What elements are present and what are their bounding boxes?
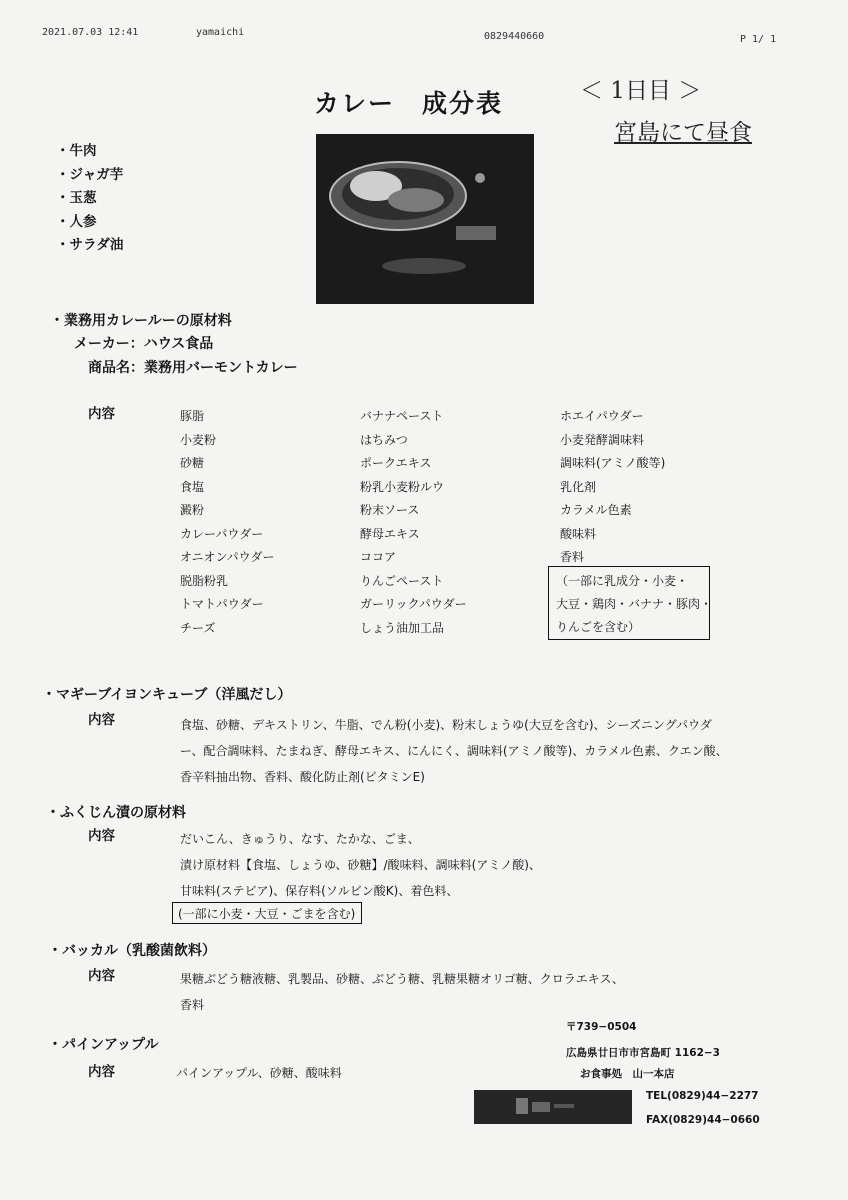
roux-item: 食塩	[180, 479, 205, 494]
pineapple-content-label: 内容	[88, 1064, 115, 1080]
maggi-line: ー、配合調味料、たまねぎ、酵母エキス、にんにく、調味料(アミノ酸等)、カラメル色素、クエン酸、	[180, 744, 728, 758]
bakkaru-heading: ・バッカル（乳酸菌飲料）	[48, 943, 216, 959]
shop-logo-graphic	[474, 1090, 632, 1124]
fukujin-line: 甘味料(ステビア)、保存料(ソルビン酸K)、着色料、	[180, 884, 459, 898]
roux-item: 乳化剤	[560, 479, 597, 494]
roux-item: チーズ	[180, 620, 216, 635]
fukujin-content-label: 内容	[88, 828, 115, 844]
roux-item: 小麦粉	[180, 432, 217, 447]
bakkaru-content	[180, 966, 624, 1018]
roux-column-3	[560, 405, 665, 570]
handwritten-day: ＜ 1日目 ＞	[580, 78, 702, 104]
roux-content-label: 内容	[88, 406, 115, 422]
bakkaru-line: 果糖ぶどう糖液糖、乳製品、砂糖、ぶどう糖、乳糖果糖オリゴ糖、クロラエキス、	[180, 972, 624, 986]
roux-allergen-text	[556, 570, 712, 639]
roux-item: カラメル色素	[560, 503, 632, 517]
ingredient-list	[56, 140, 123, 258]
fax-page: P 1/ 1	[740, 34, 777, 45]
roux-item: 調味料(アミノ酸等)	[560, 456, 666, 470]
roux-item: 粉乳小麦粉ルウ	[360, 479, 445, 494]
roux-item: ガーリックパウダー	[360, 597, 467, 611]
bakkaru-line: 香料	[180, 998, 205, 1012]
roux-item: りんごペースト	[360, 573, 444, 588]
allergen-line: （一部に乳成分・小麦・	[556, 574, 689, 588]
roux-item: ポークエキス	[360, 456, 432, 470]
roux-item: 砂糖	[180, 456, 205, 470]
ingredient-item: ・サラダ油	[56, 237, 124, 253]
page-title: カレー 成分表	[314, 89, 504, 118]
shop-fax: FAX(0829)44−0660	[646, 1114, 760, 1126]
maggi-content-label: 内容	[88, 712, 115, 728]
roux-item: 豚脂	[180, 409, 205, 423]
roux-item: ココア	[360, 550, 397, 564]
roux-item: 酸味料	[560, 526, 597, 541]
roux-item: 粉末ソース	[360, 503, 420, 517]
ingredient-item: ・人参	[56, 213, 97, 230]
shop-name: お食事処 山一本店	[580, 1068, 675, 1080]
curry-photo	[316, 134, 534, 304]
bakkaru-content-label: 内容	[88, 968, 115, 984]
curry-plate-illustration	[316, 134, 534, 304]
fax-sender: yamaichi	[196, 27, 245, 38]
fax-number: 0829440660	[484, 31, 545, 42]
pineapple-content: パインアップル、砂糖、酸味料	[176, 1066, 342, 1080]
roux-heading: ・業務用カレールーの原材料	[50, 313, 232, 329]
pineapple-heading: ・パインアップル	[48, 1037, 159, 1053]
roux-item: はちみつ	[360, 432, 408, 447]
roux-item: カレーパウダー	[180, 526, 264, 541]
maggi-heading: ・マギーブイヨンキューブ（洋風だし）	[42, 687, 292, 703]
allergen-line: 大豆・鶏肉・バナナ・豚肉・	[556, 597, 713, 611]
shop-address: 広島県廿日市市宮島町 1162−3	[566, 1047, 720, 1059]
roux-item: オニオンパウダー	[180, 550, 275, 564]
fukujin-line: だいこん、きゅうり、なす、たかな、ごま、	[180, 832, 420, 846]
ingredient-item: ・ジャガ芋	[56, 166, 124, 183]
roux-product: 商品名：業務用バーモントカレー	[88, 360, 298, 376]
fukujin-heading: ・ふくじん漬の原材料	[46, 805, 186, 821]
shop-tel: TEL(0829)44−2277	[646, 1090, 759, 1102]
roux-item: バナナペースト	[360, 409, 444, 423]
roux-column-1	[180, 405, 275, 640]
allergen-line: りんごを含む）	[556, 620, 641, 634]
handwritten-note: 宮島にて昼食	[614, 120, 752, 146]
roux-item: トマトパウダー	[180, 597, 264, 611]
roux-item: 脱脂粉乳	[180, 573, 229, 588]
roux-column-2	[360, 405, 467, 640]
roux-item: ホエイパウダー	[560, 409, 644, 423]
fukujin-allergen: (一部に小麦・大豆・ごまを含む)	[178, 907, 356, 921]
roux-item: 澱粉	[180, 503, 205, 517]
roux-item: 小麦発酵調味料	[560, 432, 645, 447]
fukujin-line: 漬け原材料【食塩、しょうゆ、砂糖】/酸味料、調味料(アミノ酸)、	[180, 858, 541, 872]
fukujin-content	[180, 826, 541, 904]
shop-postal: 〒739−0504	[566, 1021, 637, 1033]
fax-datetime: 2021.07.03 12:41	[42, 27, 139, 38]
shop-logo-image	[474, 1090, 632, 1124]
roux-item: 香料	[560, 550, 585, 564]
roux-item: しょう油加工品	[360, 620, 445, 635]
maggi-content	[180, 712, 728, 790]
roux-maker: メーカー：ハウス食品	[74, 336, 214, 352]
ingredient-item: ・牛肉	[56, 143, 97, 159]
maggi-line: 食塩、砂糖、デキストリン、牛脂、でん粉(小麦)、粉末しょうゆ(大豆を含む)、シーズニングパウダ	[180, 718, 712, 732]
ingredient-item: ・玉葱	[56, 190, 97, 206]
roux-item: 酵母エキス	[360, 526, 420, 541]
maggi-line: 香辛料抽出物、香料、酸化防止剤(ビタミンE)	[180, 770, 425, 784]
